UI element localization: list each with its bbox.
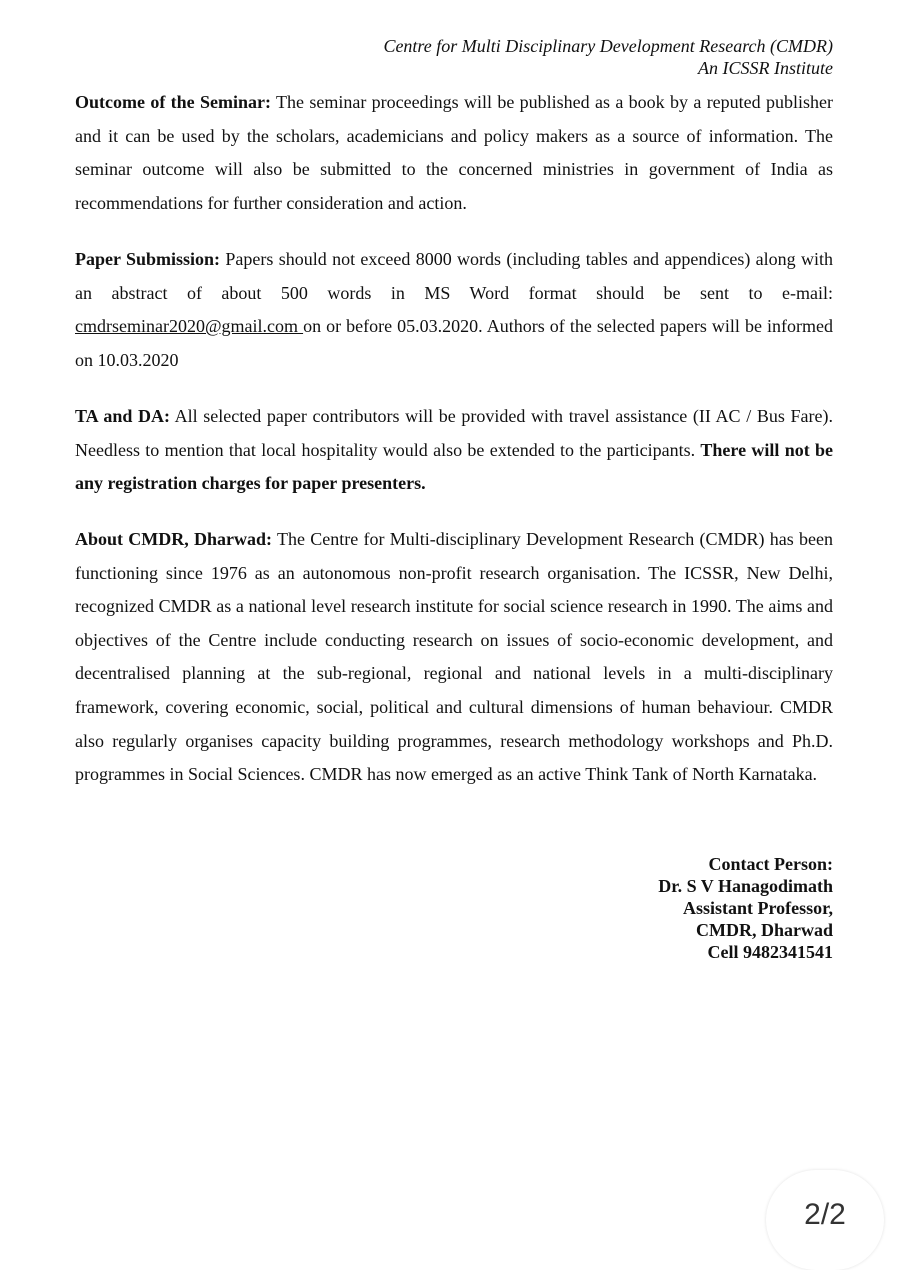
section-about-cmdr: About CMDR, Dharwad: The Centre for Multi-disciplinary Development Research (CMDR) has been functioning since 1976 as an autonomous non-profit research organisation. The ICSSR, New Delhi, recognized CMDR as a national level research institute for social science research in 1990. The aims and objectives of the Centre include conducting research on issues of socio-economic development, and decentralised planning at the sub-regional, regional and national levels in a multi-disciplinary framework, covering economic, social, political and cultural dimensions of human behaviour. CMDR also regularly organises capacity building programmes, research methodology workshops and Ph.D. programmes in Social Sciences. CMDR has now emerged as an active Think Tank of North Karnataka. (75, 529, 833, 785)
section-outcome: Outcome of the Seminar: The seminar proceedings will be published as a book by a reputed publisher and it can be used by the scholars, academicians and policy makers as a source of information. The seminar outcome will also be submitted to the concerned ministries in government of India as recommendations for further consideration and action. (75, 92, 833, 213)
section-title: Paper Submission: (75, 249, 221, 269)
contact-heading: Contact Person: (708, 854, 833, 874)
page-indicator-label: 2/2 (804, 1198, 846, 1231)
header-institute: Centre for Multi Disciplinary Development Research (CMDR) (383, 36, 833, 56)
section-ta-da: TA and DA: All selected paper contributors will be provided with travel assistance (II AC / Bus Fare). Needless to mention that local hospitality would also be extended to the participants. There will not be any registration charges for paper presenters. (75, 406, 834, 494)
header-affiliation: An ICSSR Institute (698, 58, 833, 78)
contact-designation: Assistant Professor, (682, 898, 833, 918)
page-indicator (766, 1170, 884, 1270)
registration-note: There will not be any registration charges for paper presenters. (75, 439, 834, 494)
contact-name: Dr. S V Hanagodimath (658, 876, 833, 896)
contact-block (658, 853, 833, 963)
email-link[interactable]: cmdrseminar2020@gmail.com (75, 316, 304, 337)
section-title: TA and DA: (75, 406, 170, 426)
section-title: Outcome of the Seminar: (75, 92, 271, 112)
contact-org: CMDR, Dharwad (696, 920, 833, 940)
section-paper-submission: Paper Submission: Papers should not exceed 8000 words (including tables and appendices) along with an abstract of about 500 words in MS Word format should be sent to e-mail: cmdrseminar2020@gmail.com on or before 05.03.2020. Authors of the selected papers will be informed on 10.03.2020 (75, 249, 834, 370)
contact-cell: Cell 9482341541 (707, 942, 833, 962)
section-title: About CMDR, Dharwad: (75, 529, 273, 549)
document-header (383, 35, 833, 79)
